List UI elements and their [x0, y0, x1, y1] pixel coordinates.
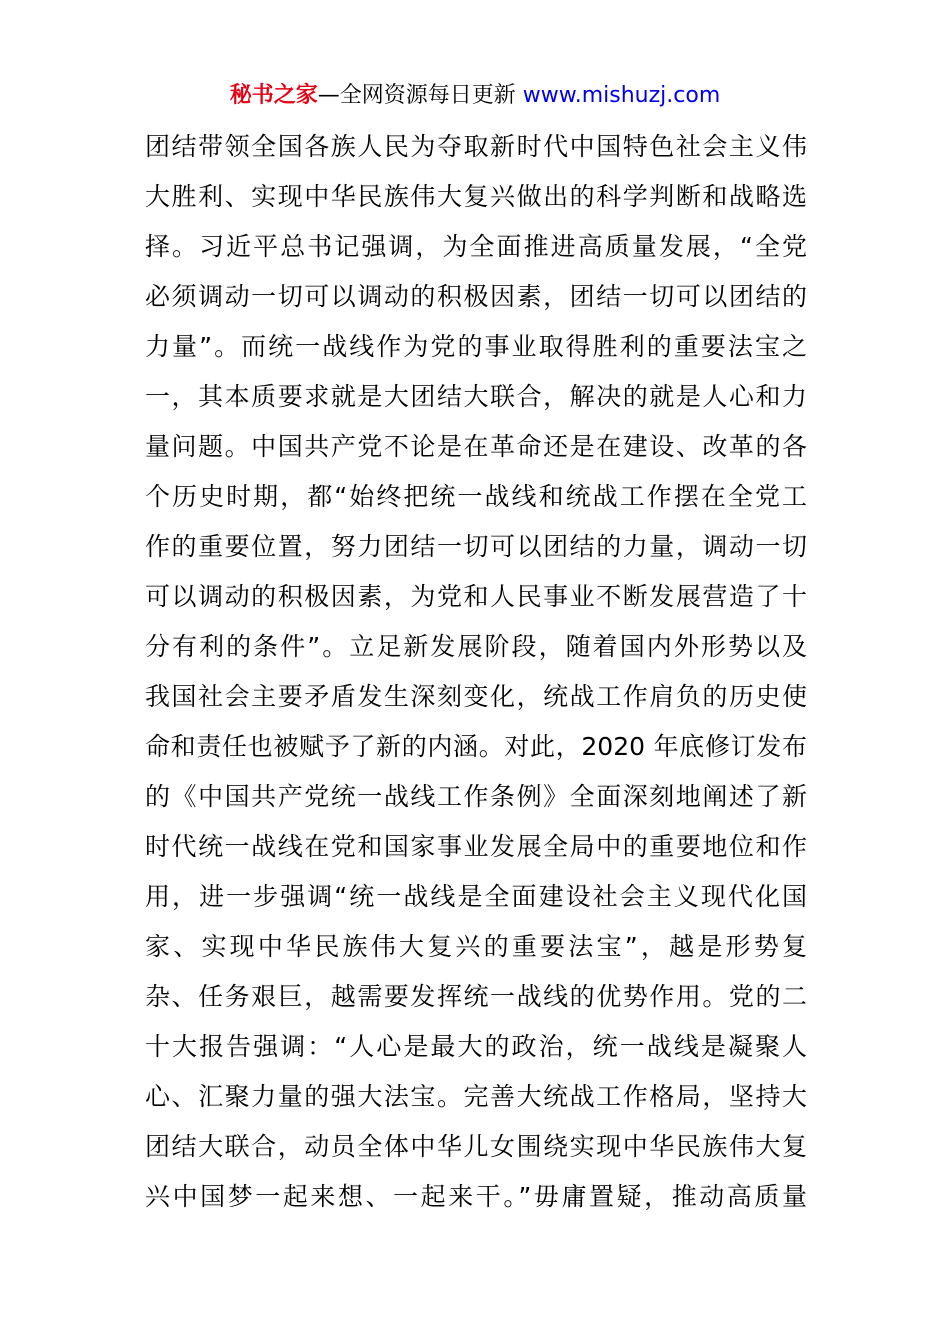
text-line: 可以调动的积极因素，为党和人民事业不断发展营造了十 [145, 582, 807, 611]
header-slogan: —全网资源每日更新 [317, 83, 516, 108]
text-line: 的《中国共产党统一战线工作条例》全面深刻地阐述了新 [145, 782, 807, 811]
text-line: 量问题。中国共产党不论是在革命还是在建设、改革的各 [145, 432, 807, 461]
page-header [0, 80, 950, 112]
text-line: 用，进一步强调“统一战线是全面建设社会主义现代化国 [145, 882, 807, 911]
text-line: 力量”。而统一战线作为党的事业取得胜利的重要法宝之 [145, 332, 807, 361]
body-paragraph [145, 122, 807, 1222]
text-line: 大胜利、实现中华民族伟大复兴做出的科学判断和战略选 [145, 182, 807, 211]
text-line: 我国社会主要矛盾发生深刻变化，统战工作肩负的历史使 [145, 682, 807, 711]
text-line: 家、实现中华民族伟大复兴的重要法宝”，越是形势复 [145, 932, 807, 961]
text-line: 作的重要位置，努力团结一切可以团结的力量，调动一切 [145, 532, 807, 561]
text-line: 杂、任务艰巨，越需要发挥统一战线的优势作用。党的二 [145, 982, 807, 1011]
text-line: 团结带领全国各族人民为夺取新时代中国特色社会主义伟 [145, 132, 807, 161]
text-line: 兴中国梦一起来想、一起来干。”毋庸置疑，推动高质量 [145, 1182, 807, 1211]
text-line: 团结大联合，动员全体中华儿女围绕实现中华民族伟大复 [145, 1132, 807, 1161]
text-line: 十大报告强调：“人心是最大的政治，统一战线是凝聚人 [145, 1032, 807, 1061]
brand-name: 秘书之家 [229, 83, 318, 108]
text-line: 一，其本质要求就是大团结大联合，解决的就是人心和力 [145, 382, 807, 411]
text-line: 择。习近平总书记强调，为全面推进高质量发展，“全党 [145, 232, 807, 261]
text-line: 必须调动一切可以调动的积极因素，团结一切可以团结的 [145, 282, 807, 311]
text-line: 个历史时期，都“始终把统一战线和统战工作摆在全党工 [145, 482, 807, 511]
text-line: 分有利的条件”。立足新发展阶段，随着国内外形势以及 [145, 632, 807, 661]
text-line: 命和责任也被赋予了新的内涵。对此，2020 年底修订发布 [145, 732, 807, 761]
text-line: 时代统一战线在党和国家事业发展全局中的重要地位和作 [145, 832, 807, 861]
text-line: 心、汇聚力量的强大法宝。完善大统战工作格局，坚持大 [145, 1082, 807, 1111]
site-link[interactable]: www.mishuzj.com [522, 83, 721, 108]
